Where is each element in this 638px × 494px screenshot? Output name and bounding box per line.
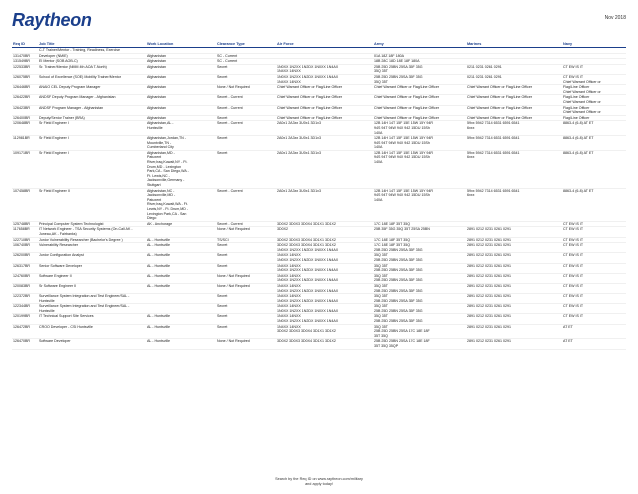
cell-clearance-type: None / Not Required: [216, 339, 276, 349]
table-row: [12, 304, 626, 314]
cell-req-id: 126317BR: [12, 263, 38, 273]
cell-army: 18B 28C 18D 18E 18F 180A: [373, 59, 466, 65]
cell-army: 35Q 35T 25B 25D 25BN 25SA 35F 35G: [373, 273, 466, 283]
cell-marines: 0211 0231 0261 0291: [466, 64, 562, 74]
table-row: [12, 95, 626, 105]
cell-work-location: AL - Huntsville: [146, 339, 216, 349]
jobs-table: [12, 41, 626, 350]
cell-req-id: 125748BR: [12, 221, 38, 227]
cell-job-title: ANDSF Deputy Program Manager - Afghanistan: [38, 95, 146, 105]
cell-air-force: 2A0x1 2A3xx 3U0x1 3D1x3: [276, 150, 373, 188]
table-row: [12, 263, 626, 273]
table-row: [12, 339, 626, 349]
cell-clearance-type: SC - Current: [216, 59, 276, 65]
cell-req-id: 107458BR: [12, 188, 38, 221]
cell-req-id: 126422BR: [12, 95, 38, 105]
cell-req-id: 120083BR: [12, 283, 38, 293]
cell-clearance-type: Secret - Current: [216, 221, 276, 227]
cell-work-location: Afghanistan,NC - Jacksonville,MD - Patuxent River,Iraq,Kuwait,WA - Ft. Lewis,NY - Ft. Drum,MD - Lexington Park,CA - San Diego: [146, 188, 216, 221]
cell-marines: 59xx 5942 7314 6531 6591 6541 6xxx: [466, 188, 562, 221]
cell-clearance-type: Secret: [216, 263, 276, 273]
cell-clearance-type: None / Not Required: [216, 85, 276, 95]
cell-army: Chief Warrant Officer or Flag/Line Officer: [373, 95, 466, 105]
footer-note: [0, 477, 638, 487]
cell-army: 35Q 35T 25B 25D 25BN 25SA 35F 35G: [373, 294, 466, 304]
cell-marines: 2891 0212 0231 0261 0291: [466, 273, 562, 283]
cell-clearance-type: Secret - Current: [216, 105, 276, 115]
cell-navy: AT ET: [562, 339, 626, 349]
table-row: [12, 136, 626, 151]
cell-army: 35Q 35T 25B 25D 25BN 25SA 35F 35G: [373, 304, 466, 314]
cell-work-location: Afghanistan: [146, 115, 216, 121]
cell-navy: CT EW IS IT: [562, 253, 626, 263]
cell-clearance-type: Secret: [216, 253, 276, 263]
cell-work-location: AL - Huntsville: [146, 324, 216, 339]
cell-req-id: 126423BR: [12, 105, 38, 115]
cell-clearance-type: None / Not Required: [216, 227, 276, 237]
cell-job-title: Sr. Trainer/Mentor (NMM 4th AOA T-North): [38, 64, 146, 74]
cell-army: 35Q 35T 25B 25D 25BN 25SA 35F 35G: [373, 263, 466, 273]
table-row: [12, 85, 626, 95]
cell-air-force: 1N4XX 14NXX 1N0XX 1N2XX 1N2DX 1N0XX 1N4AX: [276, 273, 373, 283]
cell-marines: Chief Warrant Officer or Flag/Line Officer: [466, 95, 562, 105]
cell-req-id: 131549BR: [12, 59, 38, 65]
cell-req-id: 120648BR: [12, 121, 38, 136]
cell-job-title: Sr Field Engineer I: [38, 150, 146, 188]
table-row: [12, 324, 626, 339]
cell-clearance-type: Secret: [216, 324, 276, 339]
cell-marines: 2891 0212 0231 0261 0291: [466, 283, 562, 293]
cell-job-title: Sr Software Engineer II: [38, 283, 146, 293]
table-row: [12, 283, 626, 293]
cell-job-title: Developer (NMIE): [38, 53, 146, 59]
cell-army: 12B 14H 14T 15F 15E 15W 15Y 94R 94S 94T 94W 94X 942 15DU 15Sh 140A: [373, 150, 466, 188]
cell-navy: Flag/Line Officer Chief Warrant Officer or: [562, 105, 626, 115]
table-row: [12, 74, 626, 84]
cell-req-id: 126400BR: [12, 115, 38, 121]
col-header-work-location: Work Location: [146, 41, 216, 48]
cell-air-force: 3D0X2 3D0X3 3D0X4 3D1X1 3D1X2: [276, 221, 373, 227]
cell-army: Chief Warrant Officer or Flag/Line Officer: [373, 105, 466, 115]
table-row: [12, 273, 626, 283]
cell-air-force: 2A0x1 2A3xx 3U0x1 3D1x3: [276, 121, 373, 136]
cell-air-force: 1N4XX 14NXX 1N0XX 1N2XX 1N2DX 1N0XX 1N4AX: [276, 283, 373, 293]
cell-navy: CT EW IS IT: [562, 314, 626, 324]
cell-job-title: Principal Computer System Technologist: [38, 221, 146, 227]
cell-job-title: CROO Developer - CSI Huntsville: [38, 324, 146, 339]
cell-navy: 8863-4 (6-8) AT ET: [562, 136, 626, 151]
cell-clearance-type: Secret: [216, 115, 276, 121]
cell-marines: 59xx 5942 7314 6531 6591 6541 6xxx: [466, 150, 562, 188]
cell-job-title: ANAIO CEL Deputy Program Manager: [38, 85, 146, 95]
cell-clearance-type: TS/SCI: [216, 237, 276, 243]
cell-work-location: AL - Huntsville: [146, 263, 216, 273]
cell-job-title: Surveillance System Integration and Test Engineer/SAL - Huntsville: [38, 294, 146, 304]
cell-work-location: Afghanistan: [146, 85, 216, 95]
cell-req-id: 112981BR: [12, 136, 38, 151]
cell-air-force: 3D0X2 3D0X3 3D0X4 3D1X1 3D1X2: [276, 237, 373, 243]
report-date: Nov 2018: [604, 15, 626, 21]
cell-req-id: 126446BR: [12, 85, 38, 95]
cell-marines: 2891 0212 0231 0261 0291: [466, 237, 562, 243]
cell-marines: 59xx 5942 7314 6531 6591 6541: [466, 136, 562, 151]
cell-work-location: AL - Huntsville: [146, 243, 216, 253]
cell-clearance-type: Secret - Current: [216, 188, 276, 221]
cell-navy: CT EW IS IT: [562, 273, 626, 283]
cell-req-id: 122710BR: [12, 237, 38, 243]
cell-navy: 8863-4 (6-8) AT ET: [562, 150, 626, 188]
cell-navy: Flag/Line Officer: [562, 115, 626, 121]
cell-clearance-type: Secret: [216, 136, 276, 151]
cell-clearance-type: Secret: [216, 74, 276, 84]
cell-navy: Flag/Line Officer Chief Warrant Officer or: [562, 85, 626, 95]
cell-air-force: 1N4XX 14NXX 1N0XX 1N2XX 1N2DX 1N0XX 1N4AX: [276, 314, 373, 324]
cell-navy: CT EW IS IT: [562, 237, 626, 243]
cell-air-force: Chief Warrant Officer or Flag/Line Officer: [276, 105, 373, 115]
col-header-marines: Marines: [466, 41, 562, 48]
cell-work-location: Afghanistan: [146, 53, 216, 59]
cell-work-location: Afghanistan,MD - Patuxent River,Iraq,Kuwait,NY - Ft. Drum,MD - Lexington Park,CA - San Diego,WA - Ft. Lewis,NC - Jacksonville,Germany - Stuttgart: [146, 150, 216, 188]
cell-marines: 0211 0231 0261 0291: [466, 74, 562, 84]
cell-clearance-type: Secret - Current: [216, 121, 276, 136]
cell-work-location: Afghanistan: [146, 105, 216, 115]
cell-clearance-type: Secret: [216, 150, 276, 188]
cell-army: 25B 25D 25BN 25SA 35F 35G 35Q 35T: [373, 64, 466, 74]
cell-army: Chief Warrant Officer or Flag/Line Officer: [373, 115, 466, 121]
table-row: [12, 253, 626, 263]
footer-line-1: Search by the Req ID on www.raytheon.com/military: [275, 477, 363, 481]
cell-army: Chief Warrant Officer or Flag/Line Officer: [373, 85, 466, 95]
cell-job-title: IT Technical Support Site Services: [38, 314, 146, 324]
cell-army: 35Q 35T 25B 25D 25BN 25SA 35F 35G: [373, 283, 466, 293]
cell-clearance-type: Secret: [216, 314, 276, 324]
cell-army: 17C 18E 18F 35T 35Q 25B 25D 25BN 25SA 35F 35G: [373, 243, 466, 253]
col-header-air-force: Air Force: [276, 41, 373, 48]
cell-air-force: 1N0XX 1N2XX 1N2DX 1N0XX 1N4AX 1N4XX 14NXX: [276, 64, 373, 74]
cell-marines: 2891 0212 0231 0261 0291: [466, 263, 562, 273]
cell-job-title: IT Network Engineer - TSA Security Systems (On-Call AK - Juneau,AK - Fairbanks): [38, 227, 146, 237]
cell-req-id: 126470BR: [12, 339, 38, 349]
cell-army: 35Q 35T 25B 25D 25BN 25SA 17C 18E 18F 35T 35Q: [373, 324, 466, 339]
cell-req-id: 120199BR: [12, 314, 38, 324]
cell-job-title: School of Excellence (SOE) Mobility Trainer/Mentor: [38, 74, 146, 84]
cell-army: 01A 18Z 18F 180A: [373, 53, 466, 59]
cell-clearance-type: Secret: [216, 64, 276, 74]
cell-req-id: 109171BR: [12, 150, 38, 188]
cell-army: 12B 14H 14T 15F 15E 15W 15Y 94R 94S 94T 94W 94X 942 15DU 15Sh 140A: [373, 121, 466, 136]
cell-air-force: 2A0x1 2A3xx 3U0x1 3D1x3: [276, 188, 373, 221]
cell-air-force: 1N4XX 14NXX 1N0XX 1N2XX 1N2DX 1N0XX 1N4AX: [276, 304, 373, 314]
cell-req-id: 122372BR: [12, 294, 38, 304]
cell-clearance-type: Secret - Current: [216, 95, 276, 105]
cell-navy: CT EW IS IT: [562, 221, 626, 227]
cell-marines: 2891 0212 0231 0261 0291: [466, 227, 562, 237]
cell-job-title: Surveillance System Integration and Test Engineer/SAL - Huntsville: [38, 304, 146, 314]
cell-work-location: AL - Huntsville: [146, 237, 216, 243]
table-row: [12, 121, 626, 136]
cell-army: 35Q 35T 25B 25D 25BN 25SA 35F 35G: [373, 314, 466, 324]
cell-air-force: 1N4XX 14NXX 1N0XX 1N2XX 1N2DX 1N0XX 1N4AX: [276, 294, 373, 304]
cell-air-force: 1N4XX 14NXX 1N0XX 1N2XX 1N2DX 1N0XX 1N4AX: [276, 253, 373, 263]
cell-req-id: 131470BR: [12, 53, 38, 59]
table-row: [12, 243, 626, 253]
cell-navy: Flag/Line Officer Chief Warrant Officer or: [562, 95, 626, 105]
cell-work-location: AK - Anchorage: [146, 221, 216, 227]
cell-air-force: 2A0x1 2A3xx 3U0x1 3D1x3: [276, 136, 373, 151]
table-row: [12, 105, 626, 115]
cell-air-force: 1N4XX 14NXX 1N0XX 1N2XX 1N2DX 1N0XX 1N4AX: [276, 263, 373, 273]
cell-army: 12B 14H 14T 15F 15E 15W 15Y 94R 94S 94T 94W 94X 942 15DU 15Sh 140A: [373, 136, 466, 151]
cell-navy: CT EW IS IT: [562, 263, 626, 273]
cell-work-location: [146, 304, 216, 314]
cell-marines: Chief Warrant Officer or Flag/Line Officer: [466, 105, 562, 115]
cell-marines: Chief Warrant Officer or Flag/Line Officer: [466, 85, 562, 95]
cell-navy: AT ET: [562, 324, 626, 339]
cell-air-force: Chief Warrant Officer or Flag/Line Officer: [276, 85, 373, 95]
cell-army: 17C 18E 18F 35T 35Q: [373, 221, 466, 227]
col-header-req-id: Req ID: [12, 41, 38, 48]
cell-work-location: [146, 227, 216, 237]
cell-req-id: 124760BR: [12, 273, 38, 283]
cell-marines: 2891 0212 0231 0261 0291: [466, 314, 562, 324]
cell-job-title: Junior Vulnerability Researcher (Bachelor's Degree ): [38, 237, 146, 243]
cell-air-force: 3D0X2 3D0X3 3D0X4 3D1X1 3D1X2: [276, 339, 373, 349]
cell-air-force: 1N4XX 14NXX 3D0X2 3D0X3 3D0X4 3D1X1 3D1X2: [276, 324, 373, 339]
cell-work-location: Afghanistan,Jordan,TN - Mountville,TN - Cumberland City: [146, 136, 216, 151]
cell-army: 35Q 35T 25B 25D 25BN 25SA 35F 35G: [373, 253, 466, 263]
cell-job-title: ANDSF Program Manager - Afghanistan: [38, 105, 146, 115]
table-row: [12, 294, 626, 304]
table-row: [12, 188, 626, 221]
raytheon-logo: Raytheon: [12, 10, 92, 30]
cell-job-title: C-T Trainer/Mentor - Training, Readiness, Exercise: [38, 48, 146, 54]
cell-req-id: 117658BR: [12, 227, 38, 237]
cell-req-id: 122344BR: [12, 304, 38, 314]
cell-navy: CT EW IS IT: [562, 64, 626, 74]
cell-job-title: Sr Field Engineer I: [38, 136, 146, 151]
cell-clearance-type: Secret: [216, 294, 276, 304]
cell-marines: 2891 0212 0231 0261 0291: [466, 253, 562, 263]
cell-air-force: 3D0X2 3D0X3 3D0X4 3D1X1 3D1X2 1N0XX 1N2XX 1N2DX 1N0XX 1N4AX: [276, 243, 373, 253]
cell-clearance-type: Secret: [216, 243, 276, 253]
cell-work-location: AL - Huntsville: [146, 283, 216, 293]
cell-req-id: 122533BR: [12, 64, 38, 74]
cell-marines: 59xx 5942 7314 6531 6591 6541 6xxx: [466, 121, 562, 136]
cell-job-title: Sr Field Engineer I: [38, 121, 146, 136]
cell-marines: 2891 0212 0231 0261 0291: [466, 243, 562, 253]
col-header-clearance-type: Clearance Type: [216, 41, 276, 48]
cell-navy: CT EW IS IT: [562, 283, 626, 293]
cell-req-id: 126075BR: [12, 74, 38, 84]
cell-work-location: Afghanistan,AL - Huntsville: [146, 121, 216, 136]
col-header-job-title: Job Title: [38, 41, 146, 48]
cell-navy: CT EW IS IT: [562, 294, 626, 304]
cell-clearance-type: Secret: [216, 304, 276, 314]
cell-air-force: 1N0XX 1N2XX 1N2DX 1N0XX 1N4AX 1N4XX 14NXX: [276, 74, 373, 84]
cell-navy: CT EW IS IT: [562, 227, 626, 237]
cell-req-id: 126472BR: [12, 324, 38, 339]
cell-air-force: Chief Warrant Officer or Flag/Line Officer: [276, 95, 373, 105]
cell-work-location: [146, 294, 216, 304]
cell-navy: CT EW IS IT: [562, 304, 626, 314]
cell-job-title: Junior Configuration Analyst: [38, 253, 146, 263]
cell-work-location: Afghanistan: [146, 74, 216, 84]
table-row: [12, 150, 626, 188]
cell-navy: CT EW IS IT Chief Warrant Officer or: [562, 74, 626, 84]
cell-work-location: AL - Huntsville: [146, 273, 216, 283]
cell-work-location: Afghanistan: [146, 64, 216, 74]
cell-army: 17C 18E 18F 35T 35Q: [373, 237, 466, 243]
cell-air-force: Chief Warrant Officer or Flag/Line Officer: [276, 115, 373, 121]
cell-marines: Chief Warrant Officer or Flag/Line Officer: [466, 115, 562, 121]
col-header-navy: Navy: [562, 41, 626, 48]
cell-marines: 2891 0212 0231 0261 0291: [466, 294, 562, 304]
cell-navy: 8863-4 (6-8) AT ET: [562, 121, 626, 136]
cell-navy: 8863-4 (6-8) AT ET: [562, 188, 626, 221]
cell-clearance-type: None / Not Required: [216, 273, 276, 283]
cell-marines: 2891 0212 0231 0261 0291: [466, 304, 562, 314]
cell-job-title: Software Engineer II: [38, 273, 146, 283]
cell-job-title: Software Developer: [38, 339, 146, 349]
cell-army: 12B 14H 14T 15F 15E 15W 15Y 94R 94S 94T 94W 94X 942 15DU 15Sh 140A: [373, 188, 466, 221]
cell-clearance-type: None / Not Required: [216, 283, 276, 293]
cell-work-location: AL - Huntsville: [146, 253, 216, 263]
cell-navy: CT EW IS IT: [562, 243, 626, 253]
table-row: [12, 227, 626, 237]
cell-work-location: AL - Huntsville: [146, 314, 216, 324]
footer-line-2: and apply today!: [305, 482, 333, 486]
cell-job-title: EI Mentor (SOB AOB-C): [38, 59, 146, 65]
cell-army: 25B 25D 25BN 25SA 35F 35G 35Q 35T: [373, 74, 466, 84]
cell-job-title: Sr Field Engineer II: [38, 188, 146, 221]
col-header-army: Army: [373, 41, 466, 48]
cell-work-location: Afghanistan: [146, 59, 216, 65]
cell-req-id: 126200BR: [12, 253, 38, 263]
cell-air-force: 3D0X2: [276, 227, 373, 237]
table-row: [12, 64, 626, 74]
table-row: [12, 314, 626, 324]
cell-job-title: Senior Software Developer: [38, 263, 146, 273]
cell-clearance-type: SC - Current: [216, 53, 276, 59]
cell-army: 25B 25D 25BN 25SA 17C 18E 18F 35T 35Q 35QP: [373, 339, 466, 349]
cell-job-title: Deputy/Senior Trainer (BRA): [38, 115, 146, 121]
cell-req-id: 106740BR: [12, 243, 38, 253]
cell-marines: 2891 0212 0231 0261 0291: [466, 324, 562, 339]
cell-work-location: Afghanistan: [146, 95, 216, 105]
cell-marines: 2891 0212 0231 0261 0291: [466, 339, 562, 349]
cell-army: 25B 35F 35G 35Q 35T 25SA 25BN: [373, 227, 466, 237]
cell-job-title: Vulnerability Researcher: [38, 243, 146, 253]
